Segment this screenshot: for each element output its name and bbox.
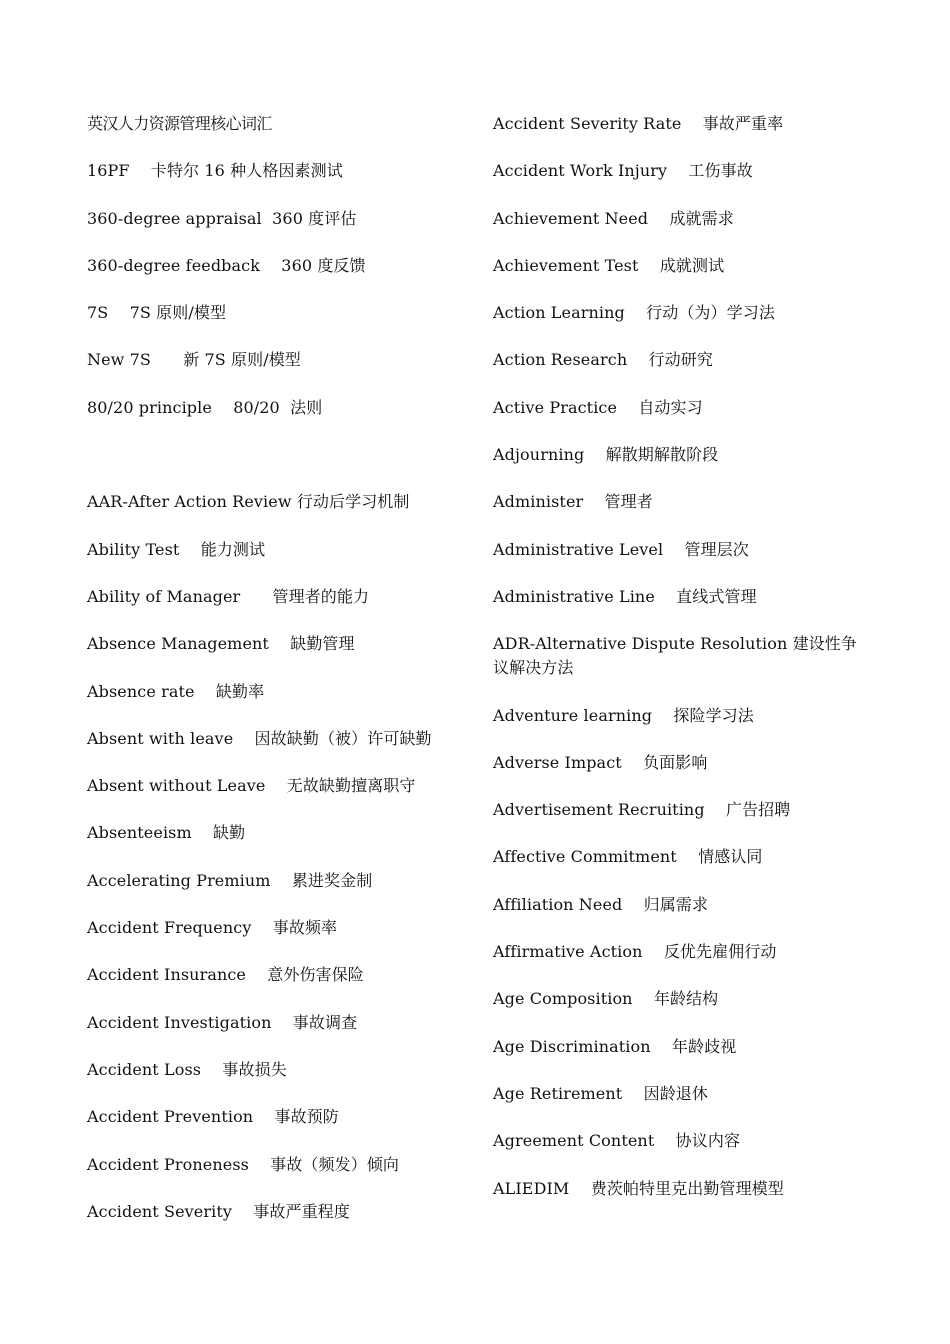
glossary-entry: Accident Severity Rate 事故严重率 xyxy=(493,114,784,133)
glossary-entry: Administrative Line 直线式管理 xyxy=(493,586,757,606)
glossary-entry: Agreement Content 协议内容 xyxy=(493,1131,741,1151)
glossary-entry: Adventure learning 探险学习法 xyxy=(493,705,754,725)
glossary-entry: 7S 7S 原则/模型 xyxy=(87,303,227,323)
glossary-entry: Absent without Leave 无故缺勤擅离职守 xyxy=(87,776,416,796)
glossary-entry: Absence Management 缺勤管理 xyxy=(87,634,355,654)
glossary-entry: 16PF 卡特尔 16 种人格因素测试 xyxy=(87,161,343,181)
glossary-entry: Accelerating Premium 累进奖金制 xyxy=(87,870,373,890)
right-column xyxy=(493,112,873,1224)
glossary-entry: Absent with leave 因故缺勤（被）许可缺勤 xyxy=(87,728,432,748)
glossary-entry: ALIEDIM 费茨帕特里克出勤管理模型 xyxy=(493,1178,784,1198)
glossary-entry: 360-degree appraisal 360 度评估 xyxy=(87,208,357,228)
glossary-entry: Accident Severity 事故严重程度 xyxy=(87,1201,350,1221)
glossary-entry: Age Composition 年龄结构 xyxy=(493,989,719,1009)
glossary-entry: ADR-Alternative Dispute Resolution 建设性争议解决方法 xyxy=(493,634,857,678)
glossary-entry: Ability of Manager 管理者的能力 xyxy=(87,586,370,606)
glossary-entry: Accident Investigation 事故调查 xyxy=(87,1012,358,1032)
glossary-entry: Achievement Test 成就测试 xyxy=(493,255,725,275)
glossary-entry: Accident Work Injury 工伤事故 xyxy=(493,161,753,181)
glossary-entry: AAR-After Action Review 行动后学习机制 xyxy=(87,492,410,512)
glossary-entry: Accident Insurance 意外伤害保险 xyxy=(87,965,364,985)
glossary-entry: Ability Test 能力测试 xyxy=(87,539,266,559)
glossary-entry: Active Practice 自动实习 xyxy=(493,397,703,417)
section-gap xyxy=(87,443,467,490)
glossary-entry: Affirmative Action 反优先雇佣行动 xyxy=(493,942,777,962)
glossary-entry: Action Learning 行动（为）学习法 xyxy=(493,303,775,323)
glossary-entry: Accident Frequency 事故频率 xyxy=(87,918,338,938)
left-column xyxy=(87,112,467,1247)
glossary-entry: 80/20 principle 80/20 法则 xyxy=(87,397,323,417)
glossary-entry: Age Retirement 因龄退休 xyxy=(493,1083,708,1103)
glossary-entry: Adjourning 解散期解散阶段 xyxy=(493,445,719,465)
glossary-entry: New 7S 新 7S 原则/模型 xyxy=(87,350,301,370)
glossary-entry: Adverse Impact 负面影响 xyxy=(493,752,708,772)
glossary-entry: Accident Loss 事故损失 xyxy=(87,1059,287,1079)
glossary-entry: Administrative Level 管理层次 xyxy=(493,539,749,559)
glossary-entry: Action Research 行动研究 xyxy=(493,350,713,370)
glossary-entry: Affective Commitment 情感认同 xyxy=(493,847,763,867)
glossary-entry: Age Discrimination 年龄歧视 xyxy=(493,1036,737,1056)
glossary-entry: Accident Proneness 事故（频发）倾向 xyxy=(87,1154,400,1174)
glossary-entry: Advertisement Recruiting 广告招聘 xyxy=(493,800,791,820)
glossary-entry: Absenteeism 缺勤 xyxy=(87,823,246,843)
glossary-entry: Affiliation Need 归属需求 xyxy=(493,894,709,914)
glossary-entry: Accident Prevention 事故预防 xyxy=(87,1107,339,1127)
glossary-entry: 360-degree feedback 360 度反馈 xyxy=(87,255,366,275)
glossary-entry: Absence rate 缺勤率 xyxy=(87,681,265,701)
document-title: 英汉人力资源管理核心词汇 xyxy=(87,114,272,133)
glossary-entry: Administer 管理者 xyxy=(493,492,653,512)
glossary-entry: Achievement Need 成就需求 xyxy=(493,208,734,228)
